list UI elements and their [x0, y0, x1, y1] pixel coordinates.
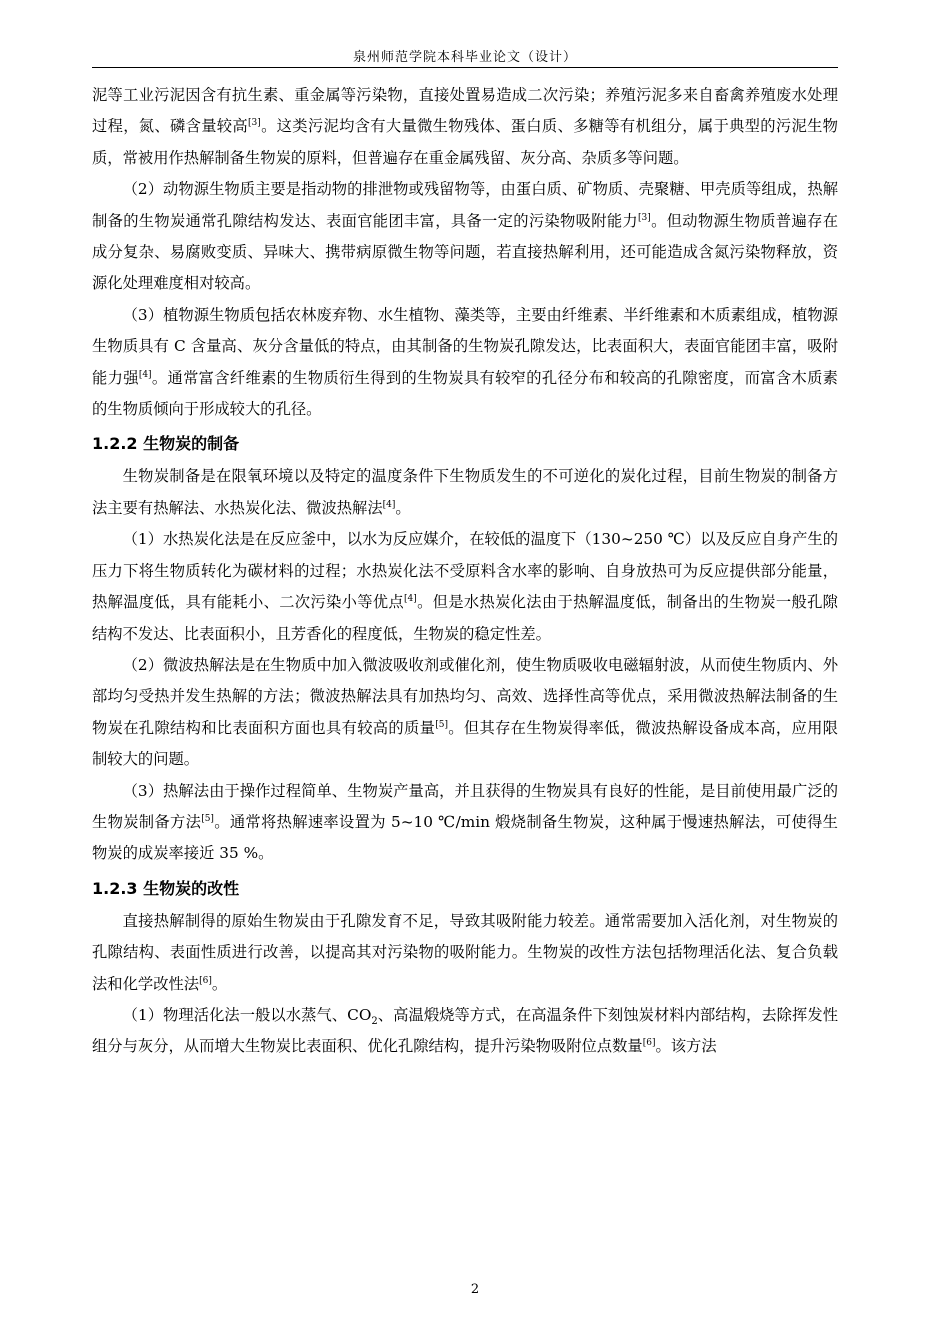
citation: [3]	[638, 212, 651, 223]
paragraph: 生物炭制备是在限氧环境以及特定的温度条件下生物质发生的不可逆化的炭化过程，目前生物炭的制备方法主要有热解法、水热炭化法、微波热解法[4]。	[92, 467, 838, 517]
paragraph: （1）物理活化法一般以水蒸气、$CO_2$、高温煅烧等方式，在高温条件下刻蚀炭材料内部结构，去除挥发性组分与灰分，从而增大生物炭比表面积、优化孔隙结构，提升污染物吸附位点数量[6]。该方法	[92, 1005, 838, 1056]
paragraph: （3）热解法由于操作过程简单、生物炭产量高，并且获得的生物炭具有良好的性能，是目前使用最广泛的生物炭制备方法[5]。通常将热解速率设置为 5~10 ℃/min 煅烧制备生物炭，这种属于慢速热解法，可使得生物炭的成炭率接近 35 %。	[92, 781, 838, 863]
paragraph: 泥等工业污泥因含有抗生素、重金属等污染物，直接处置易造成二次污染；养殖污泥多来自畜禽养殖废水处理过程，氮、磷含量较高[3]。这类污泥均含有大量微生物残体、蛋白质、多糖等有机组分，属于典型的污泥生物质，常被用作热解制备生物炭的原料，但普遍存在重金属残留、灰分高、杂质多等问题。	[92, 86, 838, 167]
paragraph: （1）水热炭化法是在反应釜中，以水为反应媒介，在较低的温度下（130~250 ℃）以及反应自身产生的压力下将生物质转化为碳材料的过程；水热炭化法不受原料含水率的影响、自身放热可为反应提供部分能量，热解温度低，具有能耗小、二次污染小等优点[4]。但是水热炭化法由于热解温度低，制备出的生物炭一般孔隙结构不发达、比表面积小，且芳香化的程度低，生物炭的稳定性差。	[92, 530, 838, 643]
paragraph: （3）植物源生物质包括农林废弃物、水生植物、藻类等，主要由纤维素、半纤维素和木质素组成，植物源生物质具有 C 含量高、灰分含量低的特点，由其制备的生物炭孔隙发达，比表面积大，表面官能团丰富，吸附能力强[4]。通常富含纤维素的生物质衍生得到的生物炭具有较窄的孔径分布和较高的孔隙密度，而富含木质素的生物质倾向于形成较大的孔径。	[92, 305, 838, 419]
section-heading: 1.2.3 生物炭的改性	[92, 878, 240, 898]
citation: [4]	[404, 594, 417, 604]
citation: [3]	[248, 118, 261, 129]
paragraph: （2）微波热解法是在生物质中加入微波吸收剂或催化剂，使生物质吸收电磁辐射波，从而使生物质内、外部均匀受热并发生热解的方法；微波热解法具有加热均匀、高效、选择性高等优点，采用微波热解法制备的生物炭在孔隙结构和比表面积方面也具有较高的质量[5]。但其存在生物炭得率低，微波热解设备成本高，应用限制较大的问题。	[92, 655, 838, 769]
paragraph: （2）动物源生物质主要是指动物的排泄物或残留物等，由蛋白质、矿物质、壳聚糖、甲壳质等组成，热解制备的生物炭通常孔隙结构发达、表面官能团丰富，具备一定的污染物吸附能力[3]。但动物源生物质普遍存在成分复杂、易腐败变质、异味大、携带病原微生物等问题，若直接热解利用，还可能造成含氮污染物释放，资源化处理难度相对较高。	[92, 180, 838, 293]
citation: [4]	[382, 499, 396, 510]
citation: [5]	[201, 813, 214, 824]
citation: [4]	[138, 369, 152, 380]
paragraph: 直接热解制得的原始生物炭由于孔隙发育不足，导致其吸附能力较差。通常需要加入活化剂，对生物炭的孔隙结构、表面性质进行改善，以提高其对污染物的吸附能力。生物炭的改性方法包括物理活化法、复合负载法和化学改性法[6]。	[92, 911, 838, 993]
subscript: 2	[371, 1016, 378, 1028]
citation: [5]	[435, 719, 448, 730]
running-header: 泉州师范学院本科毕业论文（设计）	[352, 50, 577, 65]
page-body	[92, 80, 838, 1063]
section-heading: 1.2.2 生物炭的制备	[92, 434, 240, 454]
header-rule	[92, 67, 838, 68]
page-number: 2	[470, 1282, 480, 1297]
citation: [6]	[642, 1038, 656, 1049]
citation: [6]	[199, 975, 212, 986]
